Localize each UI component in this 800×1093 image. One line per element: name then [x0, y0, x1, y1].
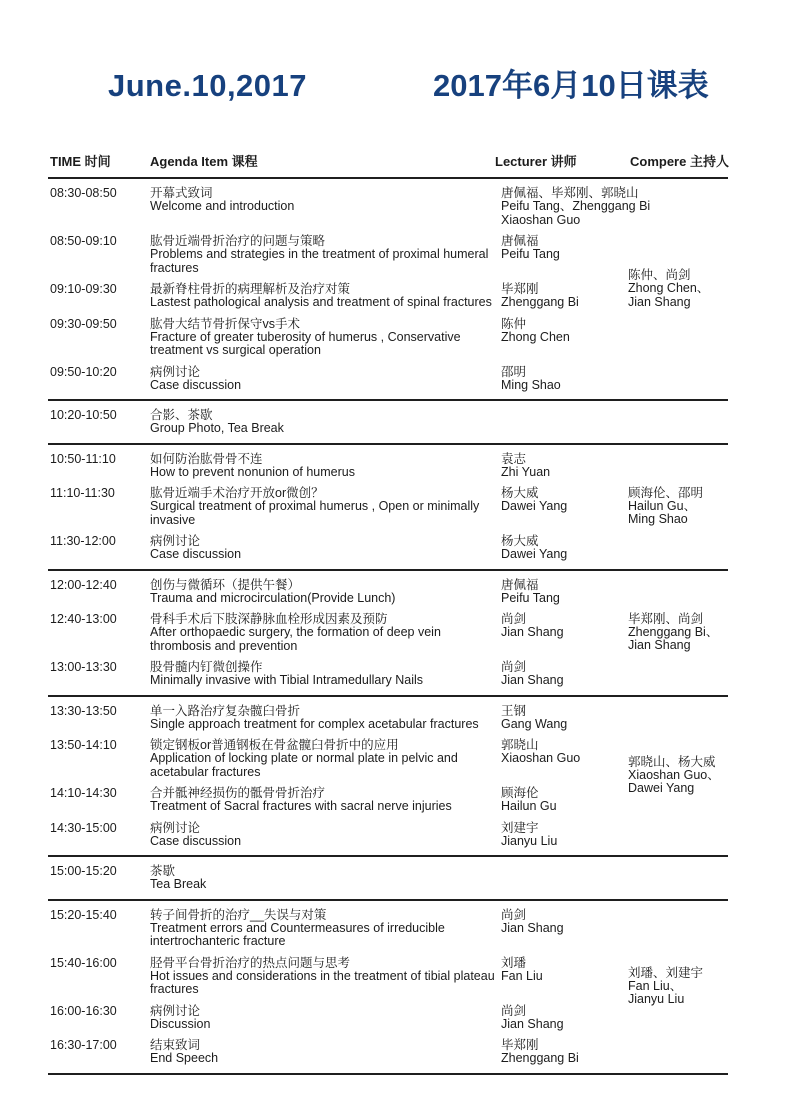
lecturer-name-zh: 唐佩福、毕郑刚、郭晓山: [501, 186, 639, 200]
lecturer-name-en: Xiaoshan Guo: [501, 751, 581, 765]
time-cell: 14:30-15:00: [50, 820, 117, 835]
lecturer-name-zh: 邵明: [501, 364, 527, 379]
agenda-cell: [150, 908, 501, 949]
agenda-section: [48, 179, 728, 399]
agenda-title-en: Case discussion: [150, 833, 242, 848]
lecturer-name-en: Jian Shang: [501, 920, 564, 935]
agenda-title-en: Trauma and microcirculation(Provide Lunch): [150, 590, 396, 605]
table-row: [48, 448, 628, 483]
lecturer-name-en: Dawei Yang: [501, 499, 568, 513]
compere-name-en: Jianyu Liu: [628, 992, 685, 1006]
agenda-title-en: Surgical treatment of proximal humerus , Open or minimally invasive: [150, 499, 480, 527]
agenda-title-zh: 如何防治肱骨骨不连: [150, 451, 263, 466]
lecturer-name-en: Xiaoshan Guo: [501, 212, 581, 227]
agenda-title-zh: 病例讨论: [150, 534, 201, 548]
table-row: [48, 904, 628, 952]
agenda-title-en: Minimally invasive with Tibial Intramedullary Nails: [150, 673, 424, 687]
lecturer-name-en: Zhong Chen: [501, 329, 570, 344]
agenda-title-zh: 结束致词: [150, 1038, 201, 1052]
table-row: [48, 404, 628, 439]
lecturer-cell: [501, 1038, 636, 1066]
lecturer-cell: [501, 234, 636, 275]
agenda-cell: [150, 864, 501, 892]
time-cell: 09:50-10:20: [50, 364, 117, 379]
header-compere: Compere 主持人: [630, 154, 729, 169]
lecturer-name-zh: 刘建宇: [501, 820, 539, 835]
time-cell: 15:40-16:00: [50, 955, 117, 970]
compere-name-zh: 顾海伦、邵明: [628, 485, 704, 500]
agenda-title-en: Treatment of Sacral fractures with sacral nerve injuries: [150, 799, 452, 813]
time-cell: 13:00-13:30: [50, 660, 117, 674]
section-rows: [48, 404, 628, 439]
lecturer-cell: [501, 486, 636, 527]
lecturer-cell: [501, 282, 636, 310]
time-cell: 16:30-17:00: [50, 1038, 117, 1052]
lecturer-cell: [501, 704, 636, 732]
table-row: [48, 817, 628, 852]
header-lecturer: Lecturer 讲师: [495, 154, 577, 169]
lecturer-cell: [501, 821, 636, 849]
lecturer-name-zh: 王钢: [501, 703, 527, 718]
time-cell: 11:10-11:30: [50, 486, 115, 500]
title-chinese: 2017年6月10日课表: [433, 68, 709, 103]
agenda-title-zh: 肱骨近端骨折治疗的问题与策略: [150, 234, 326, 248]
agenda-cell: [150, 186, 501, 227]
lecturer-name-en: Dawei Yang: [501, 547, 568, 561]
agenda-title-zh: 锁定钢板or普通钢板在骨盆髋臼骨折中的应用: [150, 738, 399, 752]
lecturer-name-zh: 唐佩福: [501, 577, 539, 592]
agenda-title-en: Welcome and introduction: [150, 199, 295, 213]
compere-cell: [628, 182, 728, 395]
table-row: [48, 182, 651, 230]
agenda-title-en: Tea Break: [150, 877, 207, 891]
lecturer-cell: [501, 578, 636, 606]
compere-name-zh: 毕郑刚、尚剑: [628, 611, 704, 626]
lecturer-name-zh: 刘璠: [501, 955, 527, 970]
lecturer-cell: [501, 186, 651, 227]
time-cell: 11:30-12:00: [50, 534, 116, 548]
agenda-section: [48, 443, 728, 569]
lecturer-name-en: Jian Shang: [501, 1016, 564, 1031]
lecturer-name-en: Gang Wang: [501, 716, 568, 731]
lecturer-cell: [501, 534, 636, 562]
compere-name-en: Jian Shang: [628, 294, 691, 309]
lecturer-name-zh: 陈仲: [501, 316, 527, 331]
agenda-title-en: Group Photo, Tea Break: [150, 421, 284, 435]
agenda-cell: [150, 704, 501, 732]
table-row: [48, 952, 628, 1000]
agenda-title-en: End Speech: [150, 1051, 219, 1065]
agenda-title-en: After orthopaedic surgery, the formation of deep vein thrombosis and prevention: [150, 625, 441, 653]
table-row: [48, 782, 628, 817]
table-body: [48, 179, 728, 1075]
lecturer-name-zh: 杨大威: [501, 486, 539, 500]
agenda-cell: [150, 821, 501, 849]
lecturer-name-en: Ming Shao: [501, 377, 561, 392]
lecturer-cell: [501, 738, 636, 779]
lecturer-cell: [501, 365, 636, 393]
agenda-section: [48, 569, 728, 695]
compere-name-en: Ming Shao: [628, 512, 688, 526]
agenda-cell: [150, 786, 501, 814]
lecturer-name-zh: 顾海伦: [501, 786, 539, 800]
agenda-section: [48, 695, 728, 856]
table-row: [48, 734, 628, 782]
agenda-cell: [150, 282, 501, 310]
agenda-title-en: How to prevent nonunion of humerus: [150, 464, 355, 479]
table-row: [48, 656, 628, 691]
lecturer-cell: [501, 660, 636, 688]
compere-name-en: Hailun Gu、: [628, 498, 697, 513]
agenda-title-zh: 骨科手术后下肢深静脉血栓形成因素及预防: [150, 612, 388, 626]
time-cell: 15:20-15:40: [50, 907, 117, 922]
lecturer-cell: [501, 317, 636, 358]
section-rows: [48, 904, 628, 1069]
time-cell: 16:00-16:30: [50, 1003, 117, 1018]
time-cell: 14:10-14:30: [50, 786, 117, 800]
compere-name-en: Jian Shang: [628, 638, 691, 652]
agenda-title-en: Application of locking plate or normal plate in pelvic and acetabular fractures: [150, 751, 458, 779]
agenda-title-en: Problems and strategies in the treatment of proximal humeral fractures: [150, 247, 489, 275]
section-rows: [48, 574, 628, 691]
lecturer-name-en: Jianyu Liu: [501, 833, 558, 848]
agenda-cell: [150, 612, 501, 653]
table-row: [48, 230, 628, 278]
time-cell: 12:40-13:00: [50, 612, 117, 626]
table-row: [48, 361, 628, 396]
lecturer-cell: [501, 864, 636, 892]
compere-name-zh: 郭晓山、杨大威: [628, 754, 716, 769]
table-row: [48, 278, 628, 313]
agenda-cell: [150, 365, 501, 393]
break-section: [48, 399, 728, 443]
agenda-title-en: Fracture of greater tuberosity of humerus , Conservative treatment vs surgical operation: [150, 329, 461, 357]
schedule-table: [48, 151, 728, 1075]
agenda-title-zh: 最新脊柱骨折的病理解析及治疗对策: [150, 282, 351, 296]
compere-cell: [628, 574, 728, 691]
table-row: [48, 574, 628, 609]
page-title: [0, 0, 800, 105]
lecturer-name-en: Hailun Gu: [501, 799, 557, 813]
compere-name-zh: 陈仲、尚剑: [628, 268, 691, 282]
title-english: June.10,2017: [108, 68, 308, 103]
lecturer-name-zh: 尚剑: [501, 1003, 527, 1018]
agenda-title-zh: 创伤与微循环（提供午餐）: [150, 577, 301, 592]
header-time: TIME 时间: [50, 154, 111, 169]
time-cell: 13:50-14:10: [50, 738, 117, 752]
agenda-title-en: Hot issues and considerations in the treatment of tibial plateau fractures: [150, 968, 495, 996]
agenda-title-zh: 合影、茶歇: [150, 408, 213, 422]
time-cell: 09:30-09:50: [50, 316, 117, 331]
compere-cell: [628, 700, 728, 852]
compere-name-en: Xiaoshan Guo、: [628, 767, 720, 782]
agenda-title-en: Discussion: [150, 1016, 211, 1031]
time-cell: 15:00-15:20: [50, 864, 117, 878]
agenda-title-zh: 合并骶神经损伤的骶骨骨折治疗: [150, 786, 326, 800]
table-row: [48, 700, 628, 735]
agenda-cell: [150, 234, 501, 275]
agenda-cell: [150, 578, 501, 606]
agenda-title-en: Case discussion: [150, 377, 242, 392]
lecturer-name-zh: 毕郑刚: [501, 1038, 539, 1052]
lecturer-name-en: Jian Shang: [501, 673, 564, 687]
agenda-cell: [150, 738, 501, 779]
lecturer-name-en: Peifu Tang: [501, 247, 560, 261]
table-row: [48, 608, 628, 656]
compere-name-en: Zhenggang Bi、: [628, 624, 719, 639]
lecturer-cell: [501, 452, 636, 480]
lecturer-name-zh: 杨大威: [501, 534, 539, 548]
agenda-cell: [150, 317, 501, 358]
lecturer-cell: [501, 908, 636, 949]
table-row: [48, 482, 628, 530]
agenda-title-zh: 病例讨论: [150, 820, 201, 835]
lecturer-name-en: Fan Liu: [501, 968, 543, 983]
section-rows: [48, 860, 628, 895]
lecturer-name-zh: 毕郑刚: [501, 282, 539, 296]
agenda-title-zh: 股骨髓内钉微创操作: [150, 660, 263, 674]
agenda-section: [48, 899, 728, 1073]
time-cell: 08:30-08:50: [50, 186, 117, 200]
time-cell: 10:50-11:10: [50, 451, 116, 466]
section-rows: [48, 182, 651, 395]
agenda-title-zh: 转子间骨折的治疗__失误与对策: [150, 907, 327, 922]
time-cell: 13:30-13:50: [50, 703, 117, 718]
lecturer-name-en: Zhenggang Bi: [501, 295, 579, 309]
agenda-title-zh: 茶歇: [150, 864, 176, 878]
lecturer-name-en: Jian Shang: [501, 625, 564, 639]
lecturer-name-en: Peifu Tang、Zhenggang Bi: [501, 199, 651, 213]
compere-name-en: Fan Liu、: [628, 978, 683, 993]
lecturer-cell: [501, 408, 636, 436]
lecturer-cell: [501, 786, 636, 814]
compere-cell: [628, 904, 728, 1069]
agenda-cell: [150, 408, 501, 436]
lecturer-name-zh: 唐佩福: [501, 234, 539, 248]
agenda-title-zh: 肱骨近端手术治疗开放or微创？: [150, 486, 324, 500]
agenda-title-en: Single approach treatment for complex acetabular fractures: [150, 716, 479, 731]
time-cell: 08:50-09:10: [50, 234, 117, 248]
agenda-cell: [150, 956, 501, 997]
lecturer-name-zh: 尚剑: [501, 612, 527, 626]
compere-name-en: Zhong Chen、: [628, 281, 710, 295]
lecturer-name-zh: 尚剑: [501, 907, 527, 922]
lecturer-name-en: Zhi Yuan: [501, 464, 551, 479]
agenda-title-en: Treatment errors and Countermeasures of irreducible intertrochanteric fracture: [150, 920, 445, 948]
table-row: [48, 1000, 628, 1035]
header-agenda: Agenda Item 课程: [150, 154, 258, 169]
agenda-cell: [150, 534, 501, 562]
agenda-cell: [150, 660, 501, 688]
agenda-title-zh: 开幕式致词: [150, 186, 213, 200]
table-row: [48, 313, 628, 361]
compere-cell: [628, 448, 728, 565]
agenda-cell: [150, 1038, 501, 1066]
lecturer-name-zh: 袁志: [501, 451, 527, 466]
lecturer-cell: [501, 1004, 636, 1032]
agenda-title-en: Lastest pathological analysis and treatment of spinal fractures: [150, 295, 492, 309]
agenda-title-zh: 病例讨论: [150, 1003, 201, 1018]
section-rows: [48, 448, 628, 565]
agenda-cell: [150, 1004, 501, 1032]
break-section: [48, 855, 728, 899]
compere-name-zh: 刘璠、刘建宇: [628, 965, 704, 980]
agenda-title-zh: 病例讨论: [150, 364, 201, 379]
agenda-title-zh: 单一入路治疗复杂髋臼骨折: [150, 703, 301, 718]
table-row: [48, 1034, 628, 1069]
table-row: [48, 860, 628, 895]
lecturer-cell: [501, 956, 636, 997]
time-cell: 09:10-09:30: [50, 282, 117, 296]
agenda-title-zh: 肱骨大结节骨折保守vs手术: [150, 316, 301, 331]
agenda-cell: [150, 486, 501, 527]
table-header-row: [48, 151, 728, 179]
table-row: [48, 530, 628, 565]
lecturer-name-zh: 郭晓山: [501, 738, 539, 752]
section-rows: [48, 700, 628, 852]
compere-name-en: Dawei Yang: [628, 781, 695, 796]
agenda-cell: [150, 452, 501, 480]
lecturer-cell: [501, 612, 636, 653]
agenda-title-zh: 胫骨平台骨折治疗的热点问题与思考: [150, 955, 351, 970]
time-cell: 12:00-12:40: [50, 577, 117, 592]
agenda-title-en: Case discussion: [150, 547, 242, 561]
lecturer-name-en: Zhenggang Bi: [501, 1051, 579, 1065]
lecturer-name-en: Peifu Tang: [501, 590, 560, 605]
time-cell: 10:20-10:50: [50, 408, 117, 422]
lecturer-name-zh: 尚剑: [501, 660, 527, 674]
